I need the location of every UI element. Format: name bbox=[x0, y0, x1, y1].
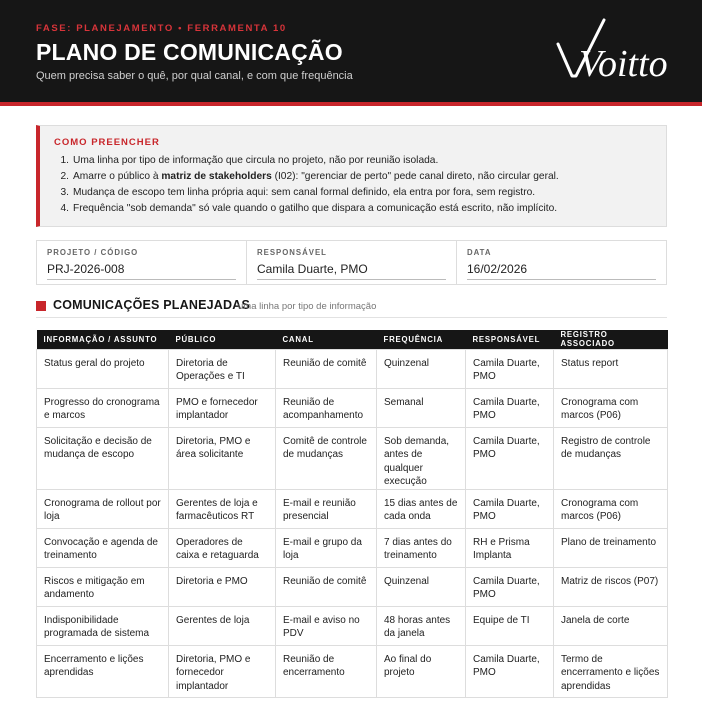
table-cell[interactable]: Matriz de riscos (P07) bbox=[554, 567, 668, 606]
table-cell[interactable]: Camila Duarte, PMO bbox=[466, 489, 554, 528]
column-header: RESPONSÁVEL bbox=[466, 330, 554, 349]
table-cell[interactable]: Convocação e agenda de treinamento bbox=[37, 528, 169, 567]
how-to-fill-box bbox=[36, 125, 667, 227]
section-header bbox=[36, 298, 667, 318]
table-cell[interactable]: Sob demanda, antes de qualquer execução bbox=[377, 427, 466, 489]
table-cell[interactable]: 15 dias antes de cada onda bbox=[377, 489, 466, 528]
table-cell[interactable]: Camila Duarte, PMO bbox=[466, 645, 554, 697]
column-header: FREQUÊNCIA bbox=[377, 330, 466, 349]
table-cell[interactable]: 48 horas antes da janela bbox=[377, 606, 466, 645]
communications-table bbox=[36, 330, 668, 698]
table-cell[interactable]: Quinzenal bbox=[377, 349, 466, 388]
table-cell[interactable]: PMO e fornecedor implantador bbox=[169, 388, 276, 427]
column-header: REGISTRO ASSOCIADO bbox=[554, 330, 668, 349]
table-cell[interactable]: E-mail e reunião presencial bbox=[276, 489, 377, 528]
section-marker bbox=[36, 301, 46, 311]
table-cell[interactable]: Reunião de encerramento bbox=[276, 645, 377, 697]
table-cell[interactable]: Camila Duarte, PMO bbox=[466, 388, 554, 427]
column-header: PÚBLICO bbox=[169, 330, 276, 349]
how-to-fill-title: COMO PREENCHER bbox=[54, 137, 160, 148]
table-cell[interactable]: RH e Prisma Implanta bbox=[466, 528, 554, 567]
table-row bbox=[37, 528, 668, 567]
table-cell[interactable]: Janela de corte bbox=[554, 606, 668, 645]
phase-label: FASE: PLANEJAMENTO • FERRAMENTA 10 bbox=[36, 23, 287, 34]
table-cell[interactable]: Equipe de TI bbox=[466, 606, 554, 645]
table-cell[interactable]: Diretoria de Operações e TI bbox=[169, 349, 276, 388]
how-to-fill-list bbox=[54, 153, 659, 217]
table-row bbox=[37, 489, 668, 528]
section-note: uma linha por tipo de informação bbox=[238, 301, 377, 312]
table-cell[interactable]: Reunião de comitê bbox=[276, 349, 377, 388]
table-cell[interactable]: Cronograma com marcos (P06) bbox=[554, 489, 668, 528]
table-cell[interactable]: Gerentes de loja bbox=[169, 606, 276, 645]
date-field[interactable]: 16/02/2026 bbox=[467, 262, 656, 280]
how-to-fill-item: 1. Uma linha por tipo de informação que circula no projeto, não por reunião isolada. bbox=[60, 155, 439, 166]
column-header: CANAL bbox=[276, 330, 377, 349]
table-cell[interactable]: Quinzenal bbox=[377, 567, 466, 606]
table-cell[interactable]: Camila Duarte, PMO bbox=[466, 349, 554, 388]
table-cell[interactable]: Comitê de controle de mudanças bbox=[276, 427, 377, 489]
page-header bbox=[0, 0, 702, 102]
project-code-field[interactable]: PRJ-2026-008 bbox=[47, 262, 236, 280]
table-cell[interactable]: 7 dias antes do treinamento bbox=[377, 528, 466, 567]
table-cell[interactable]: Reunião de acompanhamento bbox=[276, 388, 377, 427]
table-cell[interactable]: Plano de treinamento bbox=[554, 528, 668, 567]
how-to-fill-item: 2. Amarre o público à matriz de stakeholders (I02): "gerenciar de perto" pede canal direto, não circular geral. bbox=[60, 171, 559, 182]
project-meta bbox=[36, 240, 667, 285]
table-cell[interactable]: Reunião de comitê bbox=[276, 567, 377, 606]
table-cell[interactable]: Operadores de caixa e retaguarda bbox=[169, 528, 276, 567]
date-label: DATA bbox=[467, 248, 492, 257]
date-cell bbox=[457, 241, 666, 284]
table-cell[interactable]: Registro de controle de mudanças bbox=[554, 427, 668, 489]
table-row bbox=[37, 567, 668, 606]
how-to-fill-item: 4. Frequência "sob demanda" só vale quando o gatilho que dispara a comunicação está escrito, não implícito. bbox=[60, 203, 558, 214]
owner-field[interactable]: Camila Duarte, PMO bbox=[257, 262, 446, 280]
table-cell[interactable]: Camila Duarte, PMO bbox=[466, 567, 554, 606]
table-cell[interactable]: Cronograma com marcos (P06) bbox=[554, 388, 668, 427]
table-cell[interactable]: Camila Duarte, PMO bbox=[466, 427, 554, 489]
table-row bbox=[37, 645, 668, 697]
section-title: COMUNICAÇÕES PLANEJADAS bbox=[53, 298, 250, 312]
column-header: INFORMAÇÃO / ASSUNTO bbox=[37, 330, 169, 349]
table-row bbox=[37, 349, 668, 388]
table-cell[interactable]: Cronograma de rollout por loja bbox=[37, 489, 169, 528]
project-code-cell bbox=[37, 241, 247, 284]
table-row bbox=[37, 388, 668, 427]
table-body bbox=[37, 349, 668, 697]
table-cell[interactable]: Diretoria e PMO bbox=[169, 567, 276, 606]
table-row bbox=[37, 606, 668, 645]
table-cell[interactable]: Termo de encerramento e lições aprendidas bbox=[554, 645, 668, 697]
table-cell[interactable]: Status report bbox=[554, 349, 668, 388]
table-cell[interactable]: Diretoria, PMO e fornecedor implantador bbox=[169, 645, 276, 697]
table-row bbox=[37, 427, 668, 489]
how-to-fill-item: 3. Mudança de escopo tem linha própria aqui: sem canal formal definido, ela entra por fora, sem registro. bbox=[60, 187, 536, 198]
table-cell[interactable]: Riscos e mitigação em andamento bbox=[37, 567, 169, 606]
table-cell[interactable]: E-mail e grupo da loja bbox=[276, 528, 377, 567]
page-title: PLANO DE COMUNICAÇÃO bbox=[36, 39, 343, 65]
voitto-logo bbox=[556, 18, 670, 82]
table-cell[interactable]: E-mail e aviso no PDV bbox=[276, 606, 377, 645]
page-subtitle: Quem precisa saber o quê, por qual canal, e com que frequência bbox=[36, 70, 353, 82]
header-stripe bbox=[0, 102, 702, 106]
owner-label: RESPONSÁVEL bbox=[257, 248, 327, 257]
table-cell[interactable]: Status geral do projeto bbox=[37, 349, 169, 388]
table-cell[interactable]: Encerramento e lições aprendidas bbox=[37, 645, 169, 697]
logo-text: Voitto bbox=[579, 43, 668, 82]
table-cell[interactable]: Gerentes de loja e farmacêuticos RT bbox=[169, 489, 276, 528]
table-cell[interactable]: Semanal bbox=[377, 388, 466, 427]
project-code-label: PROJETO / CÓDIGO bbox=[47, 248, 139, 257]
table-cell[interactable]: Solicitação e decisão de mudança de escopo bbox=[37, 427, 169, 489]
table-cell[interactable]: Diretoria, PMO e área solicitante bbox=[169, 427, 276, 489]
owner-cell bbox=[247, 241, 457, 284]
table-cell[interactable]: Ao final do projeto bbox=[377, 645, 466, 697]
table-header-row bbox=[37, 330, 668, 349]
table-cell[interactable]: Progresso do cronograma e marcos bbox=[37, 388, 169, 427]
table-cell[interactable]: Indisponibilidade programada de sistema bbox=[37, 606, 169, 645]
